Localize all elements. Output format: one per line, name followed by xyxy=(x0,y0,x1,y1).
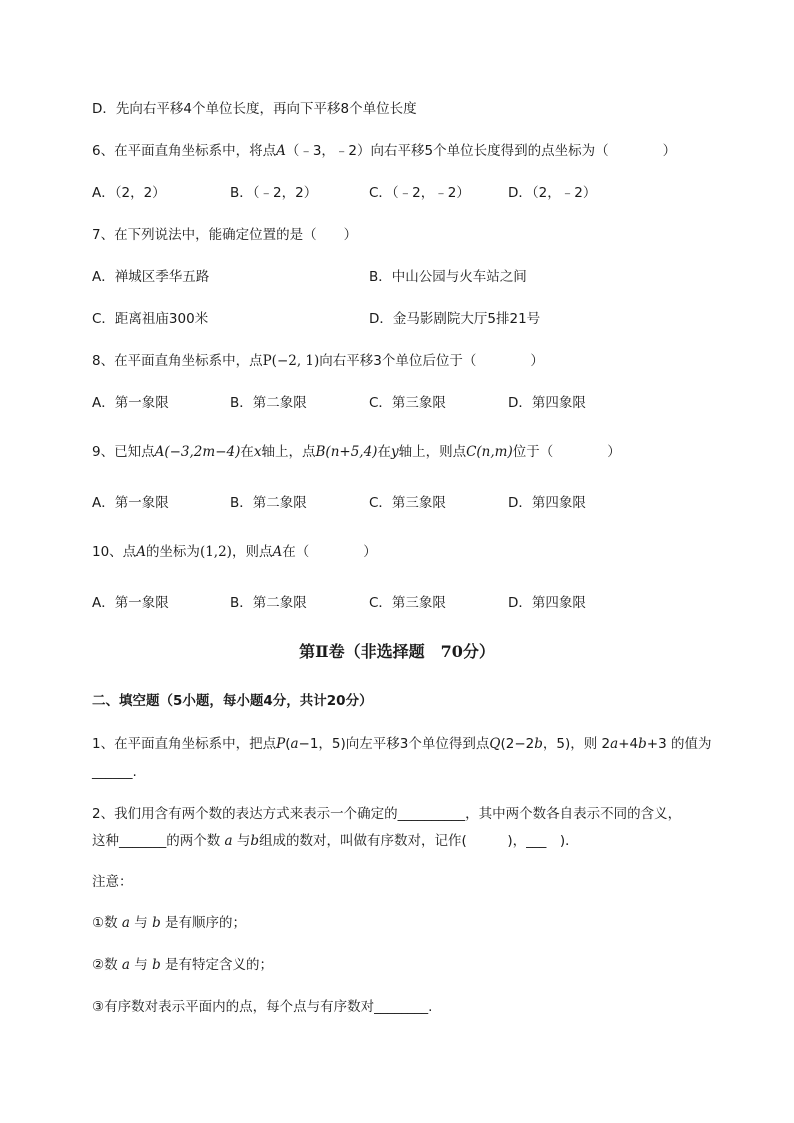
fill1-text-g: +3 的值为 xyxy=(646,736,712,752)
q6-point: A xyxy=(276,143,286,159)
section-2-heading: 二、填空题（5小题，每小题4分，共计20分） xyxy=(92,693,373,709)
q8-option-a: A．第一象限 xyxy=(92,395,169,411)
fill2-var-b: b xyxy=(250,833,260,849)
fill1-text-e: ，5)，则 2 xyxy=(542,736,611,752)
fill2-text-c: 组成的数对，叫做有序数对，记作( )，___ )． xyxy=(259,833,579,849)
note2-var-b: b xyxy=(152,957,161,973)
q9-text-f: 位于（ ） xyxy=(512,444,621,460)
q9-point-c: C(n,m) xyxy=(466,444,513,460)
fill2-text-a: 这种_______的两个数 xyxy=(92,833,221,849)
q8-option-d: D．第四象限 xyxy=(508,395,586,411)
fill1-var-a: a xyxy=(290,736,299,752)
fill1-point-p: P xyxy=(276,736,286,752)
note-item-1 xyxy=(92,914,246,932)
q8-option-c: C．第三象限 xyxy=(369,395,446,411)
q8-text-b: 向右平移3个单位后位于（ ） xyxy=(319,353,544,369)
question-10-stem xyxy=(92,543,377,561)
q9-option-c: C．第三象限 xyxy=(369,495,446,511)
q9-text-b: 在 xyxy=(240,444,254,460)
part-2-title: 第Ⅱ卷（非选择题 70分） xyxy=(299,642,495,661)
question-9-stem xyxy=(92,443,621,461)
fill2-var-a: a xyxy=(224,833,233,849)
q9-text-d: 在 xyxy=(377,444,391,460)
q9-point-b: B(n+5,4) xyxy=(315,444,378,460)
q10-text-b: 的坐标为 xyxy=(145,544,200,560)
note2-text-c: 是有特定含义的； xyxy=(165,957,274,973)
q9-text-c: 轴上，点 xyxy=(261,444,316,460)
q6-coords: （﹣3，﹣2）向右平移5个单位长度得到的点坐标为（ ） xyxy=(285,143,677,159)
q10-point-a: A xyxy=(136,544,146,560)
note1-text-b: 与 xyxy=(134,915,148,931)
q10-option-c: C．第三象限 xyxy=(369,595,446,611)
fill1-text-a: 1、在平面直角坐标系中，把点 xyxy=(92,736,277,752)
q7-option-d: D．金马影剧院大厅5排21号 xyxy=(369,311,541,327)
q9-text-e: 轴上，则点 xyxy=(398,444,467,460)
note2-text-b: 与 xyxy=(134,957,148,973)
fill-question-1 xyxy=(92,735,711,753)
note-item-3: ③有序数对表示平面内的点，每个点与有序数对________. xyxy=(92,999,433,1015)
fill-question-2-line-2 xyxy=(92,832,579,850)
q7-option-c: C．距离祖庙300米 xyxy=(92,311,209,327)
fill1-var-b: b xyxy=(534,736,543,752)
q10-coords: (1,2) xyxy=(199,544,232,560)
q7-option-b: B．中山公园与火车站之间 xyxy=(369,269,527,285)
q9-option-a: A．第一象限 xyxy=(92,495,169,511)
fill1-var-a2: a xyxy=(610,736,619,752)
fill1-text-b: ( xyxy=(285,736,291,752)
fill1-answer-blank: ______. xyxy=(92,764,137,780)
q6-option-a: A．（2，2） xyxy=(92,185,166,201)
q10-text-c: ，则点 xyxy=(231,544,273,560)
fill-question-2-line-1: 2、我们用含有两个数的表达方式来表示一个确定的__________，其中两个数各自表示不同的含义， xyxy=(92,806,682,822)
q8-option-b: B．第二象限 xyxy=(230,395,307,411)
fill1-text-c: −1，5)向左平移3个单位得到点 xyxy=(298,736,490,752)
question-6-stem xyxy=(92,142,676,160)
note1-var-b: b xyxy=(152,915,161,931)
question-8-stem xyxy=(92,352,544,370)
q6-text: 6、在平面直角坐标系中，将点 xyxy=(92,143,277,159)
note1-var-a: a xyxy=(121,915,130,931)
q7-option-a: A．禅城区季华五路 xyxy=(92,269,210,285)
note-item-2 xyxy=(92,956,273,974)
q10-point-a2: A xyxy=(272,544,283,560)
fill1-text-f: +4 xyxy=(618,736,639,752)
q8-text-a: 8、在平面直角坐标系中，点 xyxy=(92,353,263,369)
note1-text-a: ①数 xyxy=(92,915,118,931)
q6-option-c: C．（﹣2，﹣2） xyxy=(369,185,470,201)
q5-option-d: D．先向右平移4个单位长度，再向下平移8个单位长度 xyxy=(92,101,417,117)
q9-y-var: y xyxy=(390,444,399,460)
q9-x-var: x xyxy=(253,444,262,460)
note1-text-c: 是有顺序的； xyxy=(165,915,247,931)
q9-option-d: D．第四象限 xyxy=(508,495,586,511)
q9-option-b: B．第二象限 xyxy=(230,495,307,511)
note-title: 注意： xyxy=(92,874,133,890)
q10-option-d: D．第四象限 xyxy=(508,595,586,611)
fill1-text-d: (2−2 xyxy=(500,736,535,752)
q9-text-a: 9、已知点 xyxy=(92,444,155,460)
fill2-text-b: 与 xyxy=(236,833,251,849)
q6-option-d: D．（2，﹣2） xyxy=(508,185,597,201)
fill1-point-q: Q xyxy=(489,736,501,752)
q10-text-a: 10、点 xyxy=(92,544,137,560)
q10-option-b: B．第二象限 xyxy=(230,595,307,611)
q10-text-d: 在（ ） xyxy=(282,544,377,560)
q9-point-a: A(−3,2m−4) xyxy=(154,444,241,460)
q8-point: P(−2, 1) xyxy=(262,353,320,369)
note2-var-a: a xyxy=(121,957,130,973)
fill1-var-b2: b xyxy=(638,736,647,752)
question-7-stem: 7、在下列说法中，能确定位置的是（ ） xyxy=(92,227,358,243)
q10-option-a: A．第一象限 xyxy=(92,595,169,611)
note2-text-a: ②数 xyxy=(92,957,118,973)
q6-option-b: B．（﹣2，2） xyxy=(230,185,318,201)
